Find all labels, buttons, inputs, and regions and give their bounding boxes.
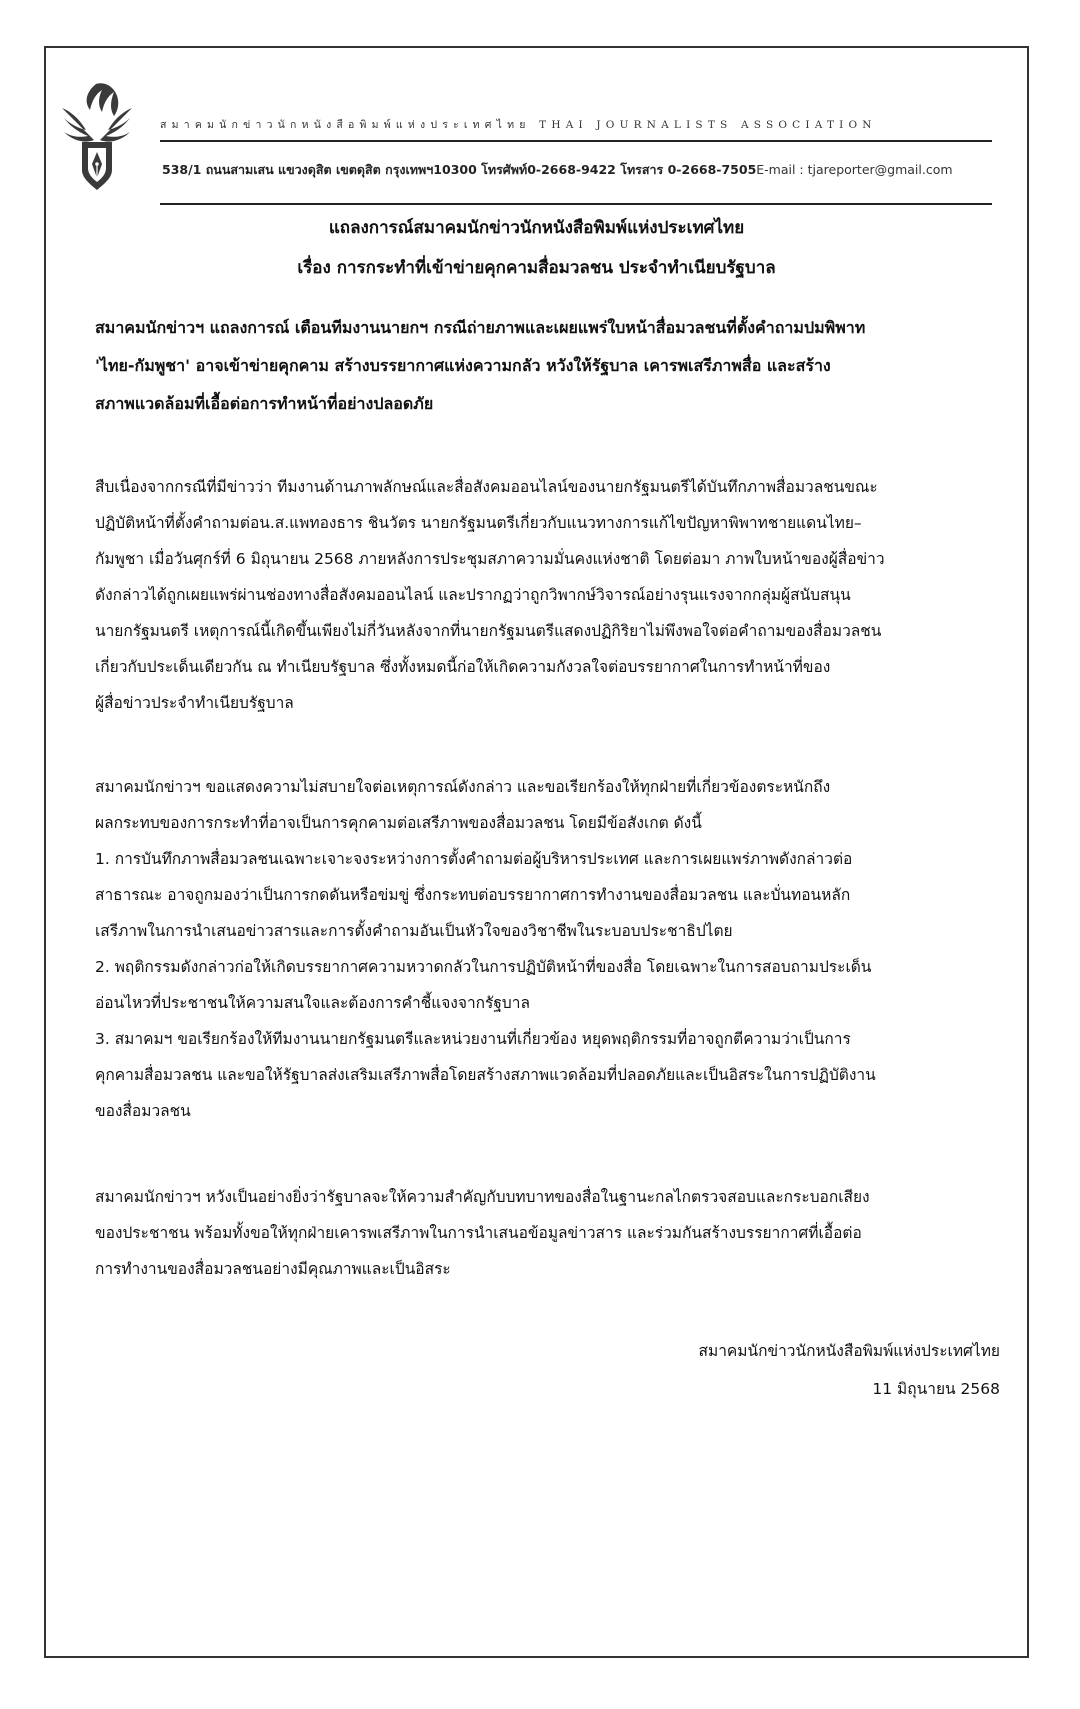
paragraph-line: การทำงานของสื่อมวลชนอย่างมีคุณภาพและเป็นอิสระ: [95, 1260, 451, 1278]
paragraph-line: ของสื่อมวลชน: [95, 1102, 191, 1120]
signature-date: 11 มิถุนายน 2568: [872, 1380, 1000, 1398]
statement-title: แถลงการณ์สมาคมนักข่าวนักหนังสือพิมพ์แห่งประเทศไทย: [328, 218, 745, 238]
summary-line: สมาคมนักข่าวฯ แถลงการณ์ เตือนทีมงานนายกฯ กรณีถ่ายภาพและเผยแพร่ใบหน้าสื่อมวลชนที่ตั้งคำถามปมพิพาท: [95, 318, 866, 337]
paragraph-line: สมาคมนักข่าวฯ ขอแสดงความไม่สบายใจต่อเหตุการณ์ดังกล่าว และขอเรียกร้องให้ทุกฝ่ายที่เกี่ยวข้องตระหนักถึง: [95, 778, 831, 796]
summary-line: สภาพแวดล้อมที่เอื้อต่อการทำหน้าที่อย่างปลอดภัย: [95, 394, 434, 413]
summary-line: 'ไทย-กัมพูชา' อาจเข้าข่ายคุกคาม สร้างบรรยากาศแห่งความกลัว หวังให้รัฐบาล เคารพเสรีภาพสื่อ และสร้าง: [95, 356, 831, 375]
signature-org: สมาคมนักข่าวนักหนังสือพิมพ์แห่งประเทศไทย: [698, 1342, 1000, 1360]
statement-subject: เรื่อง การกระทำที่เข้าข่ายคุกคามสื่อมวลชน ประจำทำเนียบรัฐบาล: [297, 258, 776, 278]
letterhead-address: [162, 160, 992, 180]
paragraph-line: สืบเนื่องจากกรณีที่มีข่าวว่า ทีมงานด้านภาพลักษณ์และสื่อสังคมออนไลน์ของนายกรัฐมนตรีได้บันทึกภาพสื่อมวลชนขณะ: [95, 478, 878, 496]
paragraph-line: 1. การบันทึกภาพสื่อมวลชนเฉพาะเจาะจงระหว่างการตั้งคำถามต่อผู้บริหารประเทศ และการเผยแพร่ภาพดังกล่าวต่อ: [95, 850, 853, 868]
email-text: E-mail : tjareporter@gmail.com: [756, 162, 953, 177]
paragraph-line: คุกคามสื่อมวลชน และขอให้รัฐบาลส่งเสริมเสรีภาพสื่อโดยสร้างสภาพแวดล้อมที่ปลอดภัยและเป็นอิสระในการปฏิบัติงาน: [95, 1066, 876, 1084]
paragraph-line: ผลกระทบของการกระทำที่อาจเป็นการคุกคามต่อเสรีภาพของสื่อมวลชน โดยมีข้อสังเกต ดังนี้: [95, 814, 702, 832]
paragraph-line: เกี่ยวกับประเด็นเดียวกัน ณ ทำเนียบรัฐบาล ซึ่งทั้งหมดนี้ก่อให้เกิดความกังวลใจต่อบรรยากาศในการทำหน้าที่ของ: [95, 658, 831, 676]
paragraph-line: 2. พฤติกรรมดังกล่าวก่อให้เกิดบรรยากาศความหวาดกลัวในการปฏิบัติหน้าที่ของสื่อ โดยเฉพาะในการสอบถามประเด็น: [95, 958, 872, 976]
letterhead-rule-bottom: [160, 203, 992, 205]
association-logo-icon: [58, 78, 136, 198]
letterhead-rule-top: [160, 140, 992, 142]
association-name-line: สมาคมนักข่าวนักหนังสือพิมพ์แห่งประเทศไทย THAI JOURNALISTS ASSOCIATION: [160, 119, 877, 131]
paragraph-line: 3. สมาคมฯ ขอเรียกร้องให้ทีมงานนายกรัฐมนตรีและหน่วยงานที่เกี่ยวข้อง หยุดพฤติกรรมที่อาจถูกตีความว่าเป็นการ: [95, 1030, 851, 1048]
paragraph-line: นายกรัฐมนตรี เหตุการณ์นี้เกิดขึ้นเพียงไม่กี่วันหลังจากที่นายกรัฐมนตรีแสดงปฏิกิริยาไม่พึงพอใจต่อคำถามของสื่อมวลชน: [95, 622, 882, 640]
paragraph-line: กัมพูชา เมื่อวันศุกร์ที่ 6 มิถุนายน 2568 ภายหลังการประชุมสภาความมั่นคงแห่งชาติ โดยต่อมา ภาพใบหน้าของผู้สื่อข่าว: [95, 550, 885, 568]
paragraph-line: ปฏิบัติหน้าที่ตั้งคำถามต่อน.ส.แพทองธาร ชินวัตร นายกรัฐมนตรีเกี่ยวกับแนวทางการแก้ไขปัญหาพิพาทชายแดนไทย–: [95, 514, 862, 532]
paragraph-line: อ่อนไหวที่ประชาชนให้ความสนใจและต้องการคำชี้แจงจากรัฐบาล: [95, 994, 530, 1012]
paragraph-line: สมาคมนักข่าวฯ หวังเป็นอย่างยิ่งว่ารัฐบาลจะให้ความสำคัญกับบทบาทของสื่อในฐานะกลไกตรวจสอบและกระบอกเสียง: [95, 1188, 870, 1206]
paragraph-line: เสรีภาพในการนำเสนอข่าวสารและการตั้งคำถามอันเป็นหัวใจของวิชาชีพในระบอบประชาธิปไตย: [95, 922, 733, 940]
paragraph-line: ของประชาชน พร้อมทั้งขอให้ทุกฝ่ายเคารพเสรีภาพในการนำเสนอข้อมูลข่าวสาร และร่วมกันสร้างบรรยากาศที่เอื้อต่อ: [95, 1224, 862, 1242]
paragraph-line: ผู้สื่อข่าวประจำทำเนียบรัฐบาล: [95, 694, 294, 712]
address-text: 538/1 ถนนสามเสน แขวงดุสิต เขตดุสิต กรุงเทพฯ10300 โทรศัพท์0-2668-9422 โทรสาร 0-2668-7505: [162, 162, 757, 177]
paragraph-line: สาธารณะ อาจถูกมองว่าเป็นการกดดันหรือข่มขู่ ซึ่งกระทบต่อบรรยากาศการทำงานของสื่อมวลชน และบั่นทอนหลัก: [95, 886, 851, 904]
paragraph-line: ดังกล่าวได้ถูกเผยแพร่ผ่านช่องทางสื่อสังคมออนไลน์ และปรากฏว่าถูกวิพากษ์วิจารณ์อย่างรุนแรงจากกลุ่มผู้สนับสนุน: [95, 586, 851, 604]
